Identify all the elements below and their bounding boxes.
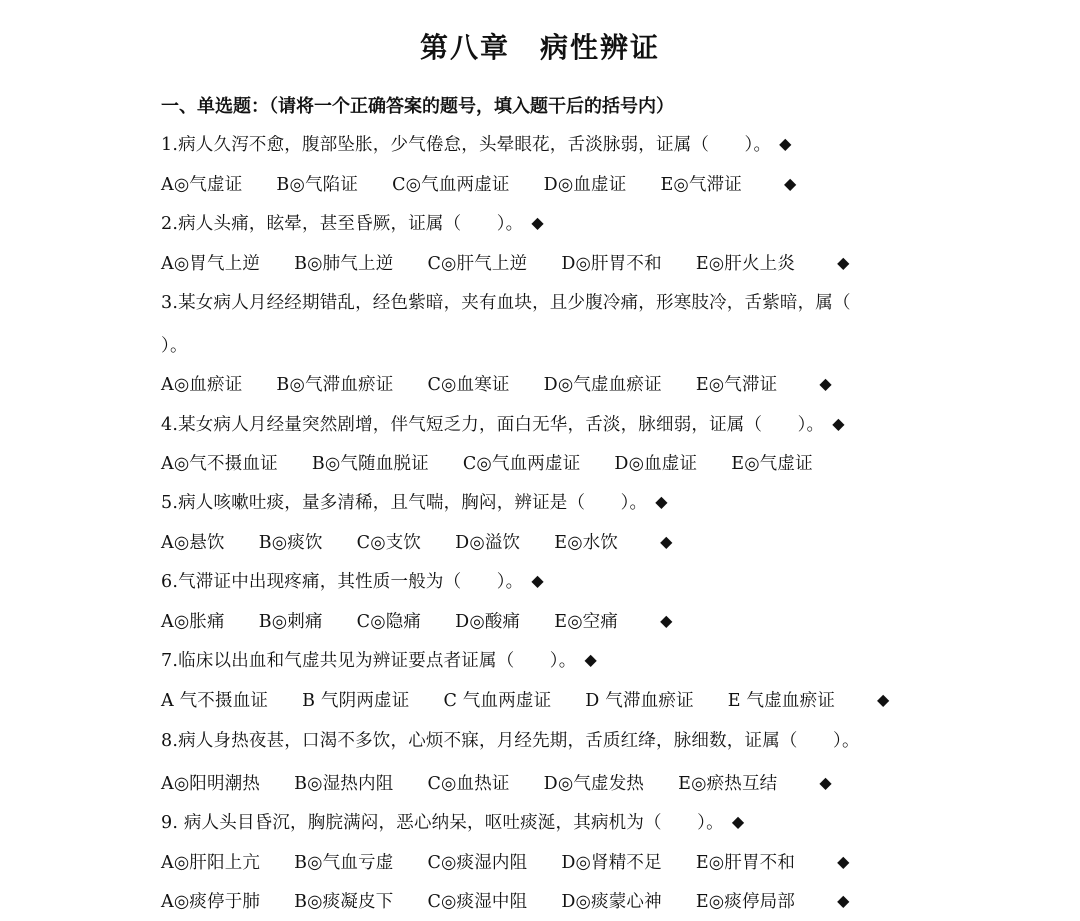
question-1: [161, 133, 792, 157]
question-text: 6.气滞证中出现疼痛，其性质一般为（ ）。: [161, 572, 524, 592]
options-6: [161, 610, 673, 634]
option-c: C◎气血两虚证: [462, 454, 581, 474]
option-c: C 气血两虚证: [443, 691, 552, 711]
option-a: A◎气不摄血证: [161, 454, 278, 474]
diamond-marker-icon: ◆: [655, 492, 668, 511]
options-9: [161, 851, 850, 875]
options-1: [161, 173, 797, 197]
option-d: D◎气虚发热: [543, 774, 645, 794]
option-b: B◎肺气上逆: [294, 254, 394, 274]
option-c: C◎肝气上逆: [427, 254, 528, 274]
option-d: D◎肝胃不和: [561, 254, 662, 274]
option-e: E◎水饮: [554, 533, 619, 553]
option-a: A◎气虚证: [161, 175, 243, 195]
option-d: D 气滞血瘀证: [585, 691, 694, 711]
diamond-marker-icon: ◆: [584, 650, 597, 669]
option-e: E◎气滞证: [695, 375, 778, 395]
option-b: B◎痰凝皮下: [294, 892, 394, 912]
option-a: A◎胃气上逆: [161, 254, 261, 274]
option-e: E◎气虚证: [731, 454, 813, 474]
diamond-marker-icon: ◆: [837, 891, 850, 910]
option-b: B◎气血亏虚: [294, 853, 394, 873]
option-b: B◎气随血脱证: [311, 454, 429, 474]
question-text: 3.某女病人月经经期错乱，经色紫暗，夹有血块，且少腹冷痛，形寒肢冷，舌紫暗，属（: [161, 293, 851, 313]
option-c: C◎痰湿中阻: [427, 892, 528, 912]
question-text: 8.病人身热夜甚，口渴不多饮，心烦不寐，月经先期，舌质红绛，脉细数，证属（ ）。: [161, 731, 860, 751]
question-6: [161, 570, 544, 594]
question-text: 5.病人咳嗽吐痰，量多清稀，且气喘，胸闷，辨证是（ ）。: [161, 493, 648, 513]
diamond-marker-icon: ◆: [877, 690, 890, 709]
option-d: D◎酸痛: [455, 612, 521, 632]
diamond-marker-icon: ◆: [832, 414, 845, 433]
options-extra: [161, 890, 850, 914]
option-a: A◎阳明潮热: [161, 774, 261, 794]
option-b: B◎气滞血瘀证: [276, 375, 394, 395]
question-5: [161, 491, 668, 515]
diamond-marker-icon: ◆: [531, 213, 544, 232]
question-text: 2.病人头痛，眩晕，甚至昏厥，证属（ ）。: [161, 214, 524, 234]
option-d: D◎气虚血瘀证: [543, 375, 662, 395]
option-c: C◎支饮: [356, 533, 422, 553]
question-text: 4.某女病人月经量突然剧增，伴气短乏力，面白无华，舌淡，脉细弱，证属（ ）。: [161, 415, 825, 435]
diamond-marker-icon: ◆: [779, 134, 792, 153]
option-c: C◎气血两虚证: [392, 175, 510, 195]
option-c: C◎血热证: [427, 774, 510, 794]
options-5: [161, 531, 673, 555]
question-7: [161, 649, 597, 673]
section-heading: 一、单选题：（请将一个正确答案的题号，填入题干后的括号内）: [161, 96, 674, 117]
diamond-marker-icon: ◆: [731, 812, 745, 831]
diamond-marker-icon: ◆: [660, 532, 673, 551]
question-text: 7.临床以出血和气虚共见为辨证要点者证属（ ）。: [161, 651, 577, 671]
question-8: [161, 729, 860, 753]
option-a: A◎肝阳上亢: [161, 853, 261, 873]
option-e: E◎痰停局部: [695, 892, 796, 912]
question-2: [161, 212, 544, 236]
options-3: [161, 373, 832, 397]
question-text-continuation: ）。: [161, 336, 188, 356]
option-e: E◎空痛: [554, 612, 619, 632]
option-a: A◎痰停于肺: [161, 892, 261, 912]
option-a: A◎血瘀证: [161, 375, 243, 395]
option-b: B◎痰饮: [258, 533, 323, 553]
option-e: E◎瘀热互结: [678, 774, 778, 794]
option-c: C◎血寒证: [427, 375, 510, 395]
diamond-marker-icon: ◆: [837, 253, 850, 272]
option-e: E 气虚血瘀证: [727, 691, 836, 711]
option-b: B◎气陷证: [276, 175, 359, 195]
option-d: D◎肾精不足: [561, 853, 662, 873]
diamond-marker-icon: ◆: [660, 611, 673, 630]
question-text: 1.病人久泻不愈，腹部坠胀，少气倦怠，头晕眼花，舌淡脉弱，证属（ ）。: [161, 135, 772, 155]
option-d: D◎血虚证: [614, 454, 698, 474]
option-a: A◎胀痛: [161, 612, 225, 632]
option-d: D◎溢饮: [455, 533, 521, 553]
options-2: [161, 252, 850, 276]
option-d: D◎痰蒙心神: [561, 892, 662, 912]
option-b: B◎湿热内阻: [294, 774, 394, 794]
diamond-marker-icon: ◆: [819, 374, 832, 393]
diamond-marker-icon: ◆: [531, 571, 544, 590]
option-e: E◎气滞证: [660, 175, 742, 195]
question-text: 9. 病人头目昏沉，胸脘满闷，恶心纳呆，呕吐痰涎，其病机为（ ）。: [161, 813, 724, 833]
option-b: B 气阴两虚证: [302, 691, 410, 711]
option-e: E◎肝火上炎: [695, 254, 796, 274]
option-e: E◎肝胃不和: [695, 853, 796, 873]
options-8: [161, 772, 832, 796]
question-9: [161, 811, 744, 835]
question-3-continuation: [161, 334, 188, 358]
options-4: [161, 452, 831, 476]
question-3: [161, 291, 851, 315]
diamond-marker-icon: ◆: [783, 174, 797, 193]
diamond-marker-icon: ◆: [837, 852, 850, 871]
question-4: [161, 413, 845, 437]
options-7: [161, 689, 890, 713]
option-c: C◎隐痛: [356, 612, 422, 632]
option-c: C◎痰湿内阻: [427, 853, 528, 873]
option-a: A 气不摄血证: [161, 691, 269, 711]
option-d: D◎血虚证: [543, 175, 627, 195]
diamond-marker-icon: ◆: [819, 773, 832, 792]
chapter-title: 第八章 病性辨证: [419, 31, 660, 64]
option-b: B◎刺痛: [258, 612, 323, 632]
option-a: A◎悬饮: [161, 533, 225, 553]
